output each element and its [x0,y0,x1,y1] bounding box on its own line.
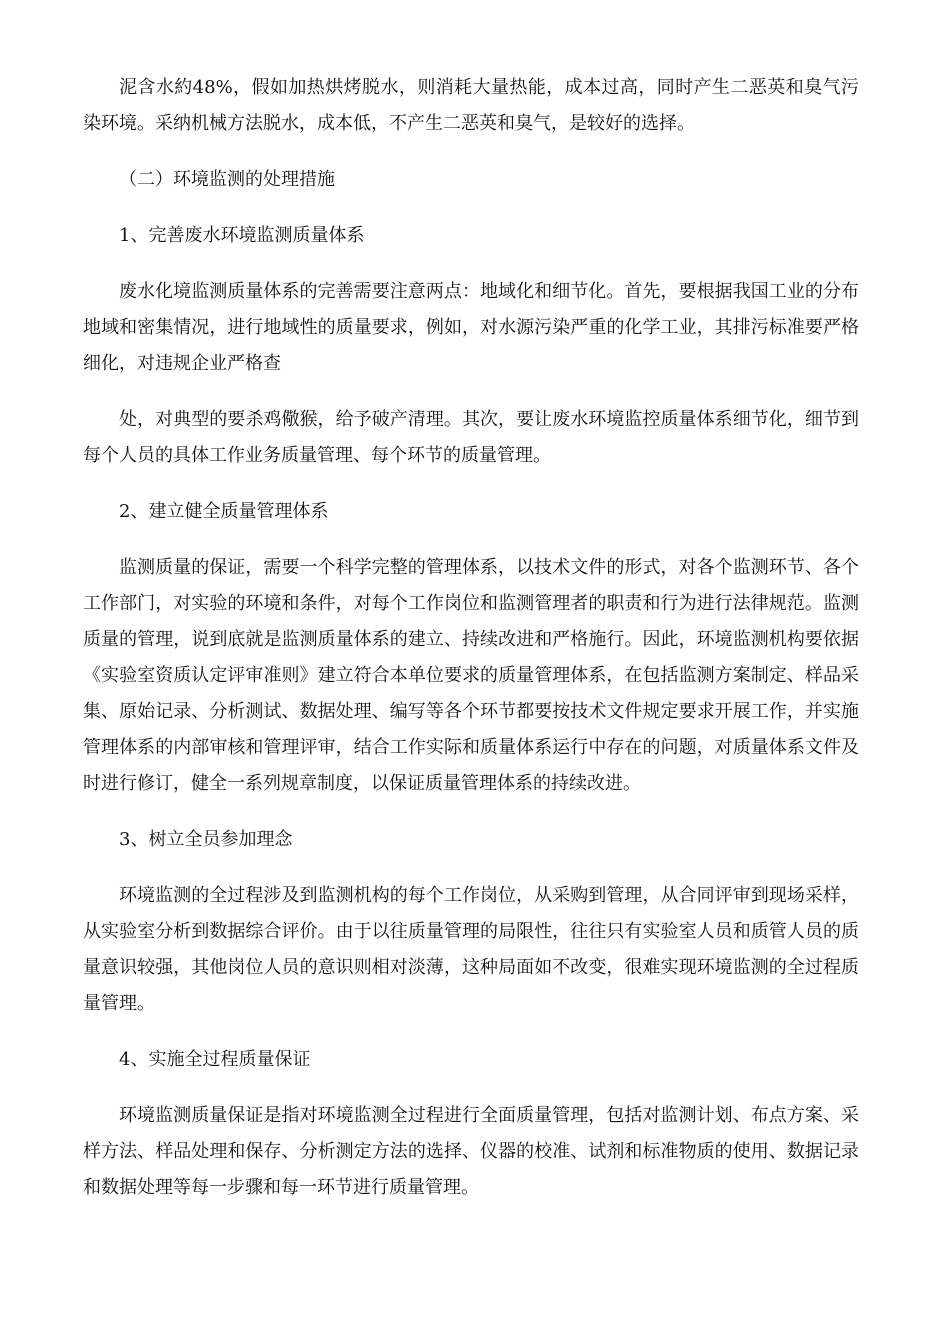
paragraph-management-system: 监测质量的保证，需要一个科学完整的管理体系，以技术文件的形式，对各个监测环节、各个工作部门，对实验的环境和条件，对每个工作岗位和监测管理者的职责和行为进行法律规范。监测质量的管理，说到底就是监测质量体系的建立、持续改进和严格施行。因此，环境监测机构要依据《实验室资质认定评审准则》建立符合本单位要求的质量管理体系，在包括监测方案制定、样品采集、原始记录、分析测试、数据处理、编写等各个环节都要按技术文件规定要求开展工作，并实施管理体系的内部审核和管理评审，结合工作实际和质量体系运行中存在的问题，对质量体系文件及时进行修订，健全一系列规章制度，以保证质量管理体系的持续改进。 [83,557,859,794]
section-heading-measures: （二）环境监测的处理措施 [119,169,335,190]
paragraph-full-participation: 环境监测的全过程涉及到监测机构的每个工作岗位，从采购到管理，从合同评审到现场采样，从实验室分析到数据综合评价。由于以往质量管理的局限性，往往只有实验室人员和质管人员的质量意识较强，其他岗位人员的意识则相对淡薄，这种局面如不改变，很难实现环境监测的全过程质量管理。 [83,885,859,1014]
document-body [83,70,859,1206]
subheading-1: 1、完善废水环境监测质量体系 [119,225,365,246]
paragraph-quality-system-a: 废水化境监测质量体系的完善需要注意两点：地域化和细节化。首先，要根据我国工业的分布地域和密集情况，进行地域性的质量要求，例如，对水源污染严重的化学工业，其排污标准要严格细化，对违规企业严格查 [83,281,859,374]
paragraph-sludge-dewatering: 泥含水約48%，假如加热烘烤脱水，则消耗大量热能，成本过高，同时产生二恶英和臭气污染环境。采纳机械方法脱水，成本低，不产生二恶英和臭气，是较好的选择。 [83,77,859,134]
subheading-2: 2、建立健全质量管理体系 [119,501,329,522]
paragraph-quality-system-b: 处，对典型的要杀鸡儆猴，给予破产清理。其次，要让废水环境监控质量体系细节化，细节到每个人员的具体工作业务质量管理、每个环节的质量管理。 [83,409,859,466]
subheading-4: 4、实施全过程质量保证 [119,1049,311,1070]
paragraph-full-process: 环境监测质量保证是指对环境监测全过程进行全面质量管理，包括对监测计划、布点方案、采样方法、样品处理和保存、分析测定方法的选择、仪器的校准、试剂和标准物质的使用、数据记录和数据处理等每一步骤和每一环节进行质量管理。 [83,1105,859,1198]
subheading-3: 3、树立全员参加理念 [119,829,293,850]
